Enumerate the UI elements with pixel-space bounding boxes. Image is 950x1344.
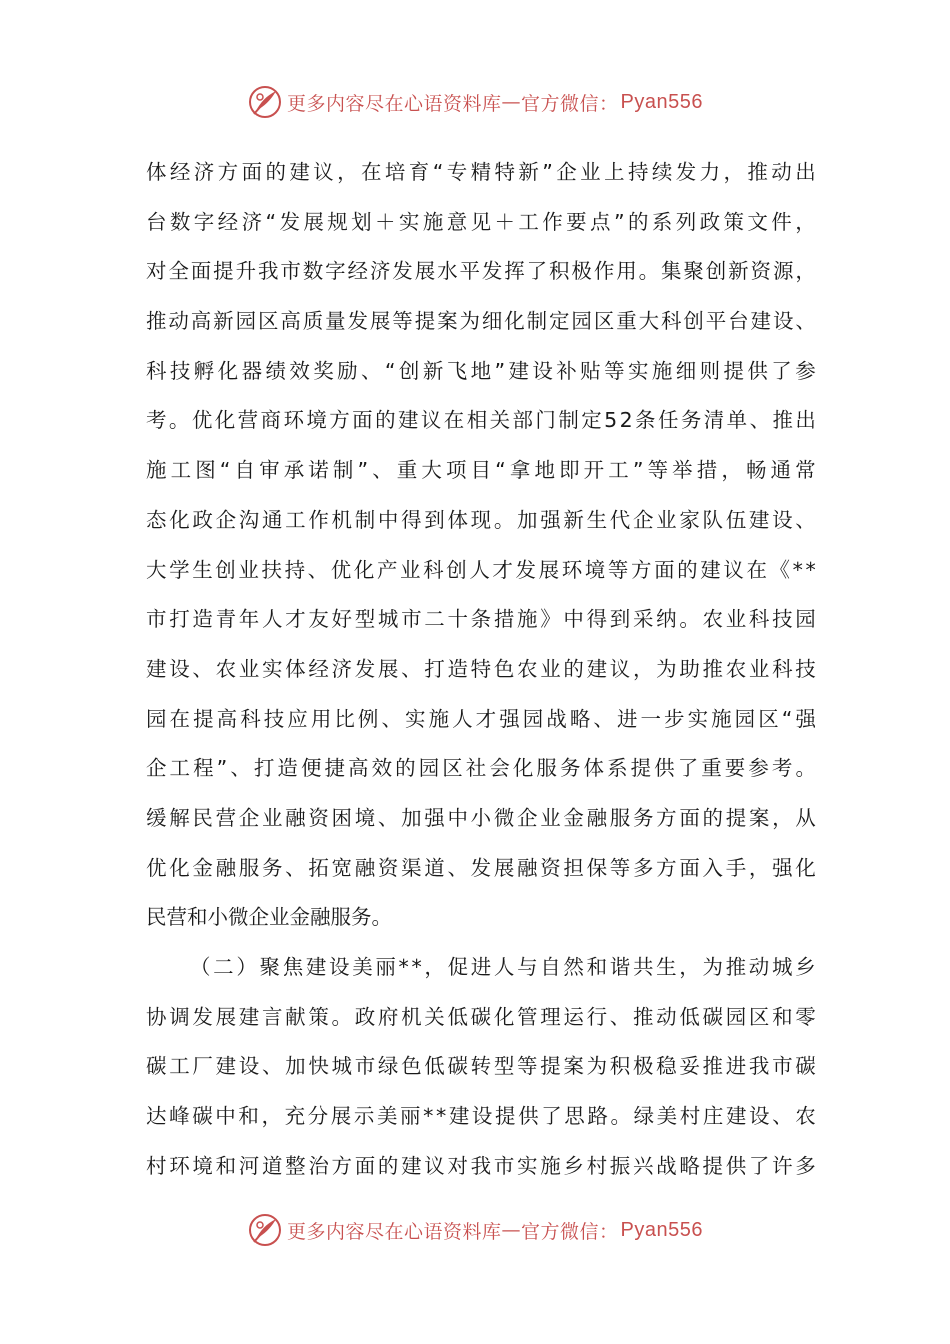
- text-line: 协 调 发 展 建 言 献 策 。 政 府 机 关 低 碳 化 管 理 运 行 、 推 动 低 碳 园 区 和 零: [146, 1004, 816, 1029]
- document-body: [146, 148, 816, 1191]
- footer-watermark: [0, 1210, 950, 1250]
- header-watermark: [0, 82, 950, 122]
- watermark-wechat-label: 官方微信：: [521, 1220, 619, 1243]
- text-line: 园 在 提 高 科 技 应 用 比 例 、 实 施 人 才 强 园 战 略 、 进 一 步 实 施 园 区 “ 强: [146, 706, 816, 731]
- watermark-separator: —: [501, 1219, 522, 1241]
- text-line: 态 化 政 企 沟 通 工 作 机 制 中 得 到 体 现 。 加 强 新 生 代 企 业 家 队 伍 建 设 、: [146, 507, 816, 532]
- text-line: 市 打 造 青 年 人 才 友 好 型 城 市 二 十 条 措 施 》 中 得 到 采 纳 。 农 业 科 技 园: [146, 607, 816, 632]
- text-line: 企 工 程 ” 、 打 造 便 捷 高 效 的 园 区 社 会 化 服 务 体 系 提 供 了 重 要 参 考 。: [146, 756, 816, 781]
- text-line: 对 全 面 提 升 我 市 数 字 经 济 发 展 水 平 发 挥 了 积 极 作 用 。 集 聚 创 新 资 源 ，: [146, 259, 816, 284]
- section-heading-line: （ 二 ） 聚 焦 建 设 美 丽 * * ， 促 进 人 与 自 然 和 谐 共 生 ， 为 推 动 城 乡: [190, 955, 816, 979]
- text-line: 大 学 生 创 业 扶 持 、 优 化 产 业 科 创 人 才 发 展 环 境 等 方 面 的 建 议 在 《 * *: [146, 557, 816, 582]
- watermark-wechat-label: 官方微信：: [521, 92, 619, 115]
- watermark-wechat-id: Pyan556: [620, 90, 703, 113]
- text-line: 碳 工 厂 建 设 、 加 快 城 市 绿 色 低 碳 转 型 等 提 案 为 积 极 稳 妥 推 进 我 市 碳: [146, 1054, 816, 1079]
- text-line: 施 工 图 “ 自 审 承 诺 制 ” 、 重 大 项 目 “ 拿 地 即 开 工 ” 等 举 措 ， 畅 通 常: [146, 458, 816, 483]
- text-line: 达 峰 碳 中 和 ， 充 分 展 示 美 丽 * * 建 设 提 供 了 思 路 。 绿 美 村 庄 建 设 、 农: [146, 1104, 816, 1129]
- watermark-separator: —: [501, 91, 522, 113]
- text-line: 考 。 优 化 营 商 环 境 方 面 的 建 议 在 相 关 部 门 制 定 5 2 条 任 务 清 单 、 推 出: [146, 408, 816, 433]
- quill-logo-icon: [247, 84, 283, 120]
- watermark-site-name: 更多内容尽在心语资料库: [287, 92, 502, 115]
- watermark-site-name: 更多内容尽在心语资料库: [287, 1220, 502, 1243]
- text-line: 科 技 孵 化 器 绩 效 奖 励 、 “ 创 新 飞 地 ” 建 设 补 贴 等 实 施 细 则 提 供 了 参: [146, 358, 816, 383]
- watermark-wechat-id: Pyan556: [620, 1218, 703, 1241]
- text-line: 体 经 济 方 面 的 建 议 ， 在 培 育 “ 专 精 特 新 ” 企 业 上 持 续 发 力 ， 推 动 出: [146, 160, 816, 184]
- text-line: 建 设 、 农 业 实 体 经 济 发 展 、 打 造 特 色 农 业 的 建 议 ， 为 助 推 农 业 科 技: [146, 656, 816, 681]
- quill-logo-icon: [247, 1212, 283, 1248]
- text-line: 村 环 境 和 河 道 整 治 方 面 的 建 议 对 我 市 实 施 乡 村 振 兴 战 略 提 供 了 许 多: [146, 1153, 816, 1178]
- text-line: 优 化 金 融 服 务 、 拓 宽 融 资 渠 道 、 发 展 融 资 担 保 等 多 方 面 入 手 ， 强 化: [146, 855, 816, 880]
- text-line: 台 数 字 经 济 “ 发 展 规 划 ＋ 实 施 意 见 ＋ 工 作 要 点 ” 的 系 列 政 策 文 件 ，: [146, 209, 816, 234]
- text-line: 推 动 高 新 园 区 高 质 量 发 展 等 提 案 为 细 化 制 定 园 区 重 大 科 创 平 台 建 设 、: [146, 309, 816, 334]
- text-line: 缓 解 民 营 企 业 融 资 困 境 、 加 强 中 小 微 企 业 金 融 服 务 方 面 的 提 案 ， 从: [146, 805, 816, 830]
- text-line: 民营和小微企业金融服务。: [146, 905, 392, 930]
